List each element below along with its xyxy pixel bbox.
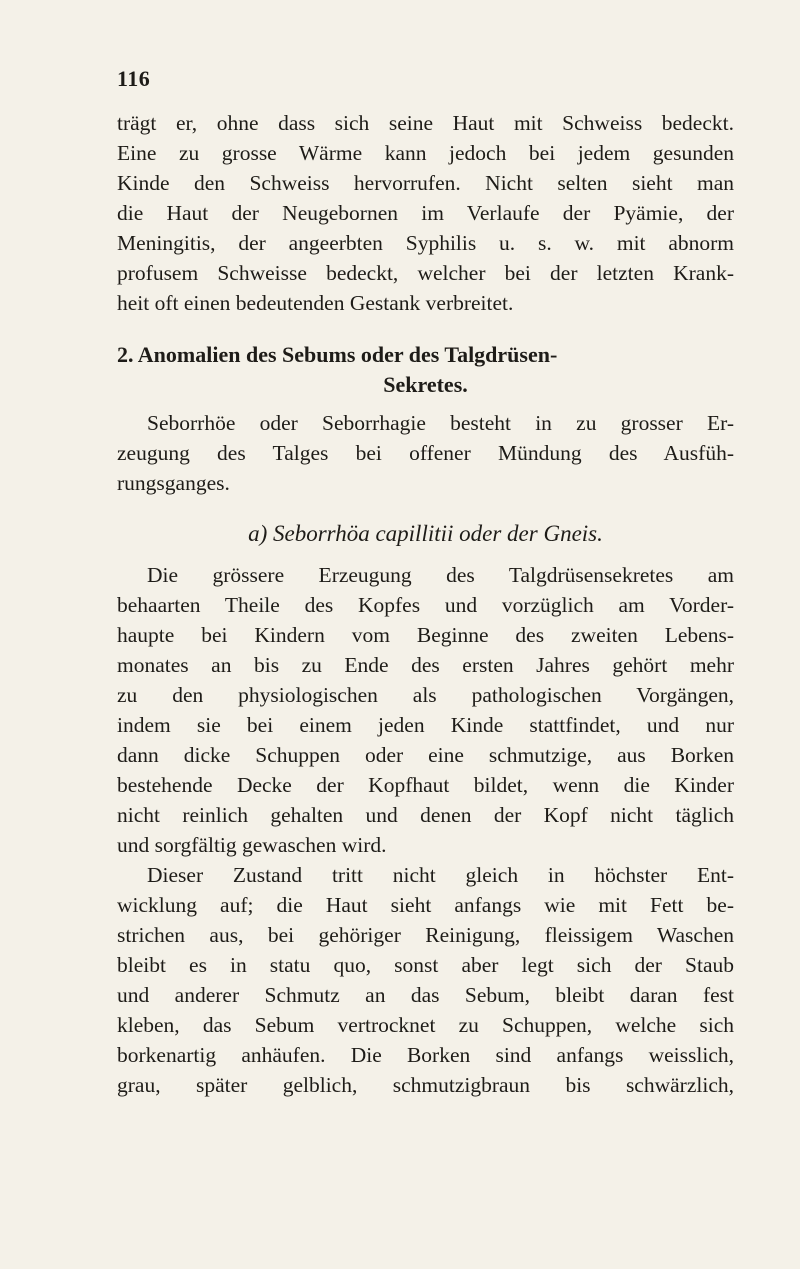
text-line: bleibt es in statu quo, sonst aber legt sich der Staub: [117, 953, 734, 977]
text-line: zu den physiologischen als pathologischen Vorgängen,: [117, 683, 734, 707]
text-line: die Haut der Neugebornen im Verlaufe der Pyämie, der: [117, 201, 734, 225]
text-line: grau, später gelblich, schmutzigbraun bis schwärzlich,: [117, 1073, 734, 1097]
text-line: Meningitis, der angeerbten Syphilis u. s. w. mit abnorm: [117, 231, 734, 255]
text-line: Eine zu grosse Wärme kann jedoch bei jedem gesunden: [117, 141, 734, 165]
text-line: Kinde den Schweiss hervorrufen. Nicht selten sieht man: [117, 171, 734, 195]
text-line: wicklung auf; die Haut sieht anfangs wie mit Fett be-: [117, 893, 734, 917]
text-line: heit oft einen bedeutenden Gestank verbreitet.: [117, 291, 514, 315]
text-line: rungsganges.: [117, 471, 230, 495]
text-line: Seborrhöe oder Seborrhagie besteht in zu grosser Er-: [147, 411, 734, 435]
text-line: strichen aus, bei gehöriger Reinigung, fleissigem Waschen: [117, 923, 734, 947]
text-line: dann dicke Schuppen oder eine schmutzige, aus Borken: [117, 743, 734, 767]
text-line: profusem Schweisse bedeckt, welcher bei der letzten Krank-: [117, 261, 734, 285]
section-heading: 2. Anomalien des Sebums oder des Talgdrüsen-: [117, 342, 558, 367]
text-line: kleben, das Sebum vertrocknet zu Schuppen, welche sich: [117, 1013, 734, 1037]
subsection-heading: a) Seborrhöa capillitii oder der Gneis.: [248, 521, 603, 546]
text-line: nicht reinlich gehalten und denen der Kopf nicht täglich: [117, 803, 734, 827]
text-line: behaarten Theile des Kopfes und vorzüglich am Vorder-: [117, 593, 734, 617]
text-line: borkenartig anhäufen. Die Borken sind anfangs weisslich,: [117, 1043, 734, 1067]
text-line: bestehende Decke der Kopfhaut bildet, wenn die Kinder: [117, 773, 734, 797]
text-line: indem sie bei einem jeden Kinde stattfindet, und nur: [117, 713, 734, 737]
text-line: zeugung des Talges bei offener Mündung des Ausfüh-: [117, 441, 734, 465]
text-line: und sorgfältig gewaschen wird.: [117, 833, 387, 857]
text-line: Dieser Zustand tritt nicht gleich in höchster Ent-: [147, 863, 734, 887]
text-line: monates an bis zu Ende des ersten Jahres gehört mehr: [117, 653, 734, 677]
page-number: 116: [117, 66, 151, 91]
text-line: trägt er, ohne dass sich seine Haut mit Schweiss bedeckt.: [117, 111, 734, 135]
text-line: und anderer Schmutz an das Sebum, bleibt daran fest: [117, 983, 734, 1007]
section-heading-continued: Sekretes.: [383, 372, 468, 397]
text-line: haupte bei Kindern vom Beginne des zweiten Lebens-: [117, 623, 734, 647]
text-line: Die grössere Erzeugung des Talgdrüsensekretes am: [147, 563, 734, 587]
